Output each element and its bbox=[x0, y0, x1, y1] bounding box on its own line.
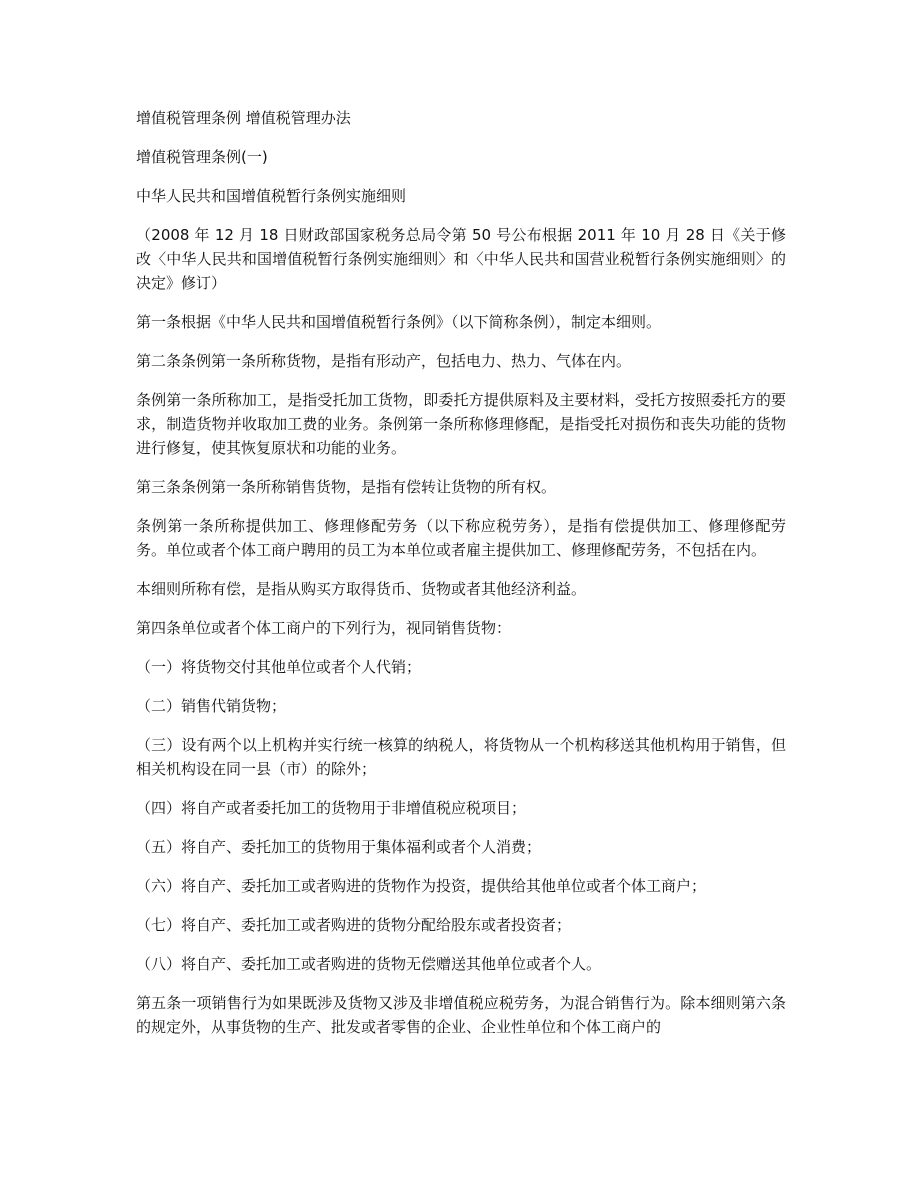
article-4: 第四条单位或者个体工商户的下列行为，视同销售货物： bbox=[136, 619, 512, 637]
article-4-item-7: （七）将自产、委托加工或者购进的货物分配给股东或者投资者； bbox=[136, 916, 572, 934]
article-3: 第三条条例第一条所称销售货物，是指有偿转让货物的所有权。 bbox=[136, 478, 557, 496]
article-2-processing: 条例第一条所称加工，是指受托加工货物，即委托方提供原料及主要材料，受托方按照委托方的要求，制造货物并收取加工费的业务。条例第一条所称修理修配，是指受托对损伤和丧失功能的货物进行修复，使其恢复原状和功能的业务。 bbox=[136, 391, 786, 457]
article-5: 第五条一项销售行为如果既涉及货物又涉及非增值税应税劳务，为混合销售行为。除本细则第六条的规定外，从事货物的生产、批发或者零售的企业、企业性单位和个体工商户的 bbox=[136, 994, 786, 1036]
document-body bbox=[136, 106, 786, 1054]
article-4-item-3: （三）设有两个以上机构并实行统一核算的纳税人，将货物从一个机构移送其他机构用于销售，但相关机构设在同一县（市）的除外； bbox=[136, 736, 786, 778]
article-1: 第一条根据《中华人民共和国增值税暂行条例》（以下简称条例），制定本细则。 bbox=[136, 313, 662, 331]
article-4-item-8: （八）将自产、委托加工或者购进的货物无偿赠送其他单位或者个人。 bbox=[136, 955, 602, 973]
article-4-item-1: （一）将货物交付其他单位或者个人代销； bbox=[136, 658, 422, 676]
article-3-services: 条例第一条所称提供加工、修理修配劳务（以下称应税劳务），是指有偿提供加工、修理修配劳务。单位或者个体工商户聘用的员工为本单位或者雇主提供加工、修理修配劳务，不包括在内。 bbox=[136, 517, 786, 559]
law-title: 中华人民共和国增值税暂行条例实施细则 bbox=[136, 187, 407, 205]
article-4-item-4: （四）将自产或者委托加工的货物用于非增值税应税项目； bbox=[136, 799, 527, 817]
document-subtitle: 增值税管理条例(一) bbox=[136, 148, 268, 166]
document-title: 增值税管理条例 增值税管理办法 bbox=[136, 109, 351, 127]
article-2: 第二条条例第一条所称货物，是指有形动产，包括电力、热力、气体在内。 bbox=[136, 352, 632, 370]
source-note: （2008 年 12 月 18 日财政部国家税务总局令第 50 号公布根据 2011 年 10 月 28 日《关于修改〈中华人民共和国增值税暂行条例实施细则〉和〈中华人民共和国营业税暂行条例实施细则〉的决定》修订） bbox=[136, 226, 786, 292]
article-3-compensation: 本细则所称有偿，是指从购买方取得货币、货物或者其他经济利益。 bbox=[136, 580, 587, 598]
article-4-item-5: （五）将自产、委托加工的货物用于集体福利或者个人消费； bbox=[136, 838, 542, 856]
article-4-item-6: （六）将自产、委托加工或者购进的货物作为投资，提供给其他单位或者个体工商户； bbox=[136, 877, 707, 895]
article-4-item-2: （二）销售代销货物； bbox=[136, 697, 287, 715]
